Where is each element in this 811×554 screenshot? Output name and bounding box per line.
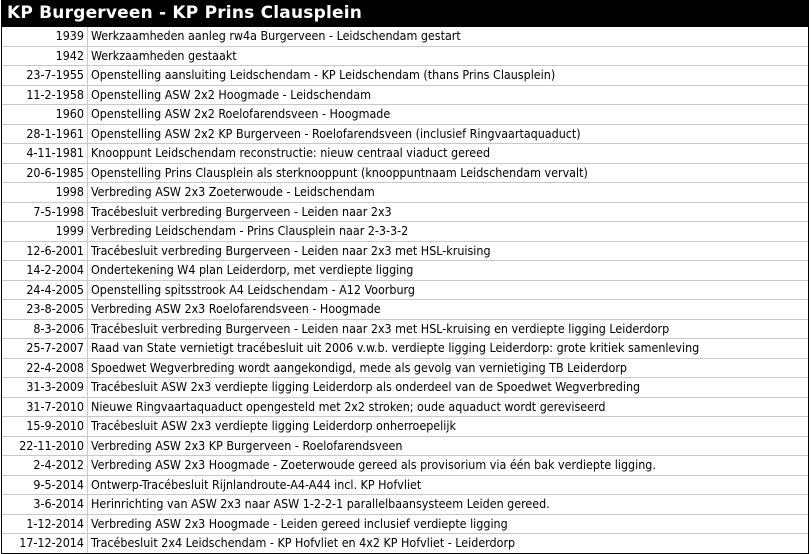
row-date: 17-12-2014: [2, 534, 88, 553]
table-row: [2, 222, 808, 242]
timeline-sheet: [1, 0, 809, 554]
row-date: 2-4-2012: [2, 456, 88, 476]
row-date: 11-2-1958: [2, 85, 88, 105]
row-event: Herinrichting van ASW 2x3 naar ASW 1-2-2-1 parallelbaansysteem Leiden gereed.: [88, 495, 809, 515]
table-row: [2, 183, 808, 203]
row-date: 20-6-1985: [2, 163, 88, 183]
row-event: Tracébesluit verbreding Burgerveen - Leiden naar 2x3: [88, 202, 809, 222]
table-row: [2, 319, 808, 339]
row-date: 23-8-2005: [2, 300, 88, 320]
timeline-table: [2, 27, 808, 553]
table-row: [2, 202, 808, 222]
table-row: [2, 495, 808, 515]
table-row: [2, 27, 808, 46]
row-event: Openstelling ASW 2x2 Hoogmade - Leidschendam: [88, 85, 809, 105]
row-date: 24-4-2005: [2, 280, 88, 300]
row-date: 7-5-1998: [2, 202, 88, 222]
row-date: 1960: [2, 105, 88, 125]
table-row: [2, 397, 808, 417]
row-event: Nieuwe Ringvaartaquaduct opengesteld met 2x2 stroken; oude aquaduct wordt gereviseerd: [88, 397, 809, 417]
row-event: Openstelling Prins Clausplein als sterknooppunt (knooppuntnaam Leidschendam vervalt): [88, 163, 809, 183]
row-date: 1-12-2014: [2, 514, 88, 534]
row-event: Tracébesluit verbreding Burgerveen - Leiden naar 2x3 met HSL-kruising en verdiepte ligging Leiderdorp: [88, 319, 809, 339]
row-date: 23-7-1955: [2, 66, 88, 86]
table-row: [2, 300, 808, 320]
sheet-title: KP Burgerveen - KP Prins Clausplein: [2, 0, 808, 27]
table-row: [2, 417, 808, 437]
row-event: Werkzaamheden gestaakt: [88, 46, 809, 66]
table-row: [2, 85, 808, 105]
table-row: [2, 163, 808, 183]
row-date: 1998: [2, 183, 88, 203]
row-date: 22-4-2008: [2, 358, 88, 378]
row-event: Ontwerp-Tracébesluit Rijnlandroute-A4-A44 incl. KP Hofvliet: [88, 475, 809, 495]
row-date: 1942: [2, 46, 88, 66]
row-date: 9-5-2014: [2, 475, 88, 495]
row-event: Tracébesluit ASW 2x3 verdiepte ligging Leiderdorp als onderdeel van de Spoedwet Wegverbreding: [88, 378, 809, 398]
table-row: [2, 124, 808, 144]
row-event: Verbreding ASW 2x3 Hoogmade - Leiden gereed inclusief verdiepte ligging: [88, 514, 809, 534]
row-event: Raad van State vernietigt tracébesluit uit 2006 v.w.b. verdiepte ligging Leiderdorp: grote kritiek samenleving: [88, 339, 809, 359]
row-date: 22-11-2010: [2, 436, 88, 456]
table-row: [2, 280, 808, 300]
table-row: [2, 105, 808, 125]
row-date: 25-7-2007: [2, 339, 88, 359]
row-date: 1939: [2, 27, 88, 46]
row-event: Verbreding ASW 2x3 Hoogmade - Zoeterwoude gereed als provisorium via één bak verdiepte ligging.: [88, 456, 809, 476]
row-date: 3-6-2014: [2, 495, 88, 515]
row-date: 8-3-2006: [2, 319, 88, 339]
table-row: [2, 339, 808, 359]
row-date: 15-9-2010: [2, 417, 88, 437]
row-event: Tracébesluit ASW 2x3 verdiepte ligging Leiderdorp onherroepelijk: [88, 417, 809, 437]
table-row: [2, 514, 808, 534]
table-row: [2, 456, 808, 476]
row-event: Openstelling aansluiting Leidschendam - KP Leidschendam (thans Prins Clausplein): [88, 66, 809, 86]
row-event: Openstelling ASW 2x2 Roelofarendsveen - Hoogmade: [88, 105, 809, 125]
row-event: Openstelling spitsstrook A4 Leidschendam - A12 Voorburg: [88, 280, 809, 300]
row-event: Tracébesluit verbreding Burgerveen - Leiden naar 2x3 met HSL-kruising: [88, 241, 809, 261]
row-date: 31-7-2010: [2, 397, 88, 417]
row-event: Verbreding ASW 2x3 Zoeterwoude - Leidschendam: [88, 183, 809, 203]
row-event: Tracébesluit 2x4 Leidschendam - KP Hofvliet en 4x2 KP Hofvliet - Leiderdorp: [91, 535, 516, 551]
row-date: 31-3-2009: [2, 378, 88, 398]
table-row: [2, 475, 808, 495]
table-row: [2, 46, 808, 66]
table-row: [2, 66, 808, 86]
row-event: Ondertekening W4 plan Leiderdorp, met verdiepte ligging: [88, 261, 809, 281]
row-event: Verbreding Leidschendam - Prins Clausplein naar 2-3-3-2: [88, 222, 809, 242]
row-date: 12-6-2001: [2, 241, 88, 261]
row-event: Openstelling ASW 2x2 KP Burgerveen - Roelofarendsveen (inclusief Ringvaartaquaduct): [88, 124, 809, 144]
table-row: [2, 241, 808, 261]
timeline-body: [2, 27, 808, 553]
row-event: Verbreding ASW 2x3 KP Burgerveen - Roelofarendsveen: [88, 436, 809, 456]
table-row: [2, 378, 808, 398]
row-event: Werkzaamheden aanleg rw4a Burgerveen - Leidschendam gestart: [88, 27, 809, 46]
row-event: Spoedwet Wegverbreding wordt aangekondigd, mede als gevolg van vernietiging TB Leiderdorp: [88, 358, 809, 378]
row-date: 28-1-1961: [2, 124, 88, 144]
row-date: 4-11-1981: [2, 144, 88, 164]
table-row: [2, 534, 808, 553]
row-event: Verbreding ASW 2x3 Roelofarendsveen - Hoogmade: [88, 300, 809, 320]
row-date: 14-2-2004: [2, 261, 88, 281]
table-row: [2, 261, 808, 281]
row-date: 1999: [2, 222, 88, 242]
table-row: [2, 358, 808, 378]
table-row: [2, 436, 808, 456]
table-row: [2, 144, 808, 164]
row-event: Knooppunt Leidschendam reconstructie: nieuw centraal viaduct gereed: [88, 144, 809, 164]
